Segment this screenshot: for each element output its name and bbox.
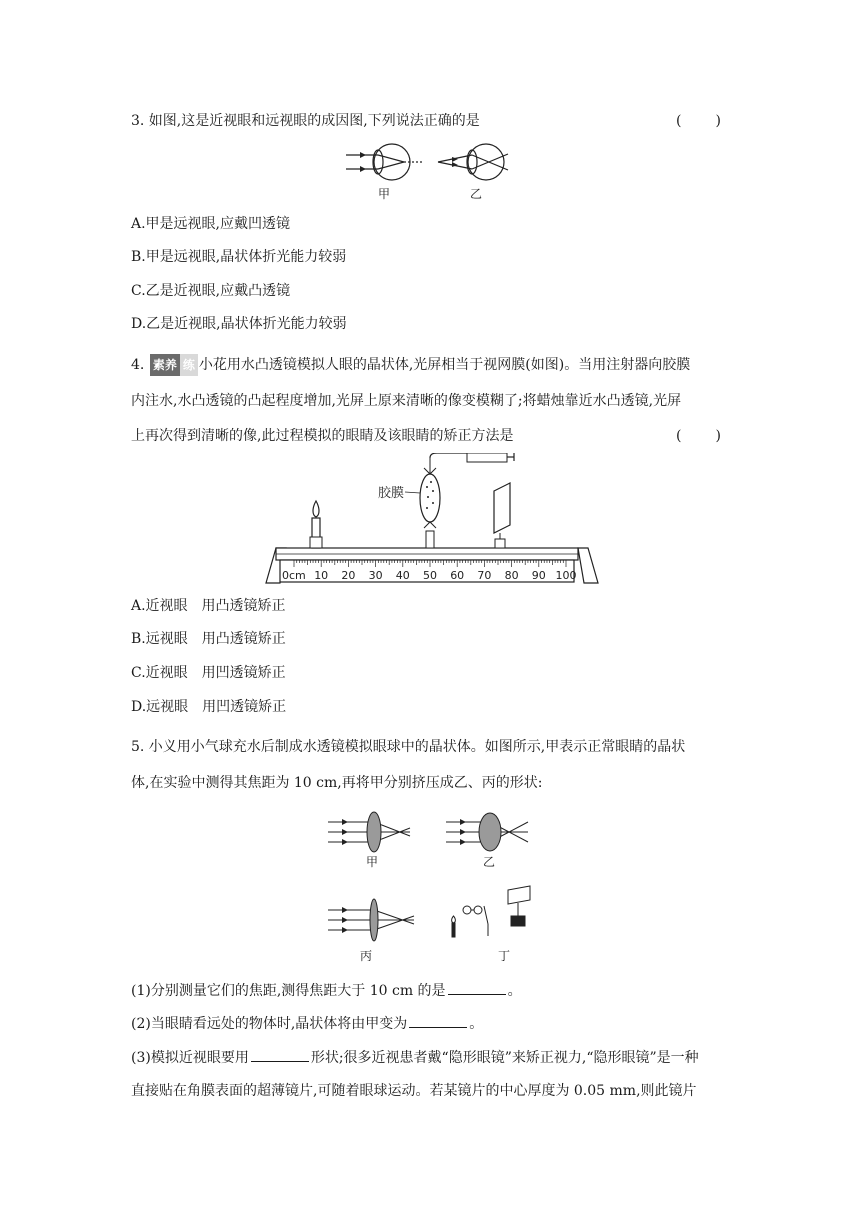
q5-part2: (2)当眼睛看远处的物体时,晶状体将由甲变为 。 — [131, 1013, 483, 1034]
ruler-tick-label: 100 — [555, 569, 577, 582]
ruler-tick-label: 90 — [531, 569, 546, 582]
q4-option-a[interactable]: A.近视眼 用凸透镜矫正 — [131, 598, 286, 614]
q4-stem-line3: 上再次得到清晰的像,此过程模拟的眼睛及该眼睛的矫正方法是 — [131, 428, 514, 444]
q5-fig-label-ding: 丁 — [498, 949, 511, 963]
q4-stem-line2: 内注水,水凸透镜的凸起程度增加,光屏上原来清晰的像变模糊了;将蜡烛靠近水凸透镜,光屏 — [131, 393, 682, 409]
q3-fig-label-jia: 甲 — [378, 187, 391, 201]
q5-blank-1[interactable] — [448, 980, 506, 995]
q3-option-d[interactable]: D.乙是近视眼,晶状体折光能力较弱 — [131, 316, 347, 332]
ruler-tick-label: 0cm — [282, 569, 306, 582]
q5-fig-label-yi: 乙 — [483, 855, 496, 869]
q4-stem-line1: 4. 素养 练 小花用水凸透镜模拟人眼的晶状体,光屏相当于视网膜(如图)。当用注射器向胶膜 — [131, 354, 690, 376]
q5-fig-label-jia: 甲 — [366, 855, 379, 869]
q5-lens-diagram — [322, 806, 542, 968]
q3-answer-paren: ( ) — [676, 113, 723, 129]
ruler-tick-label: 80 — [504, 569, 519, 582]
q4-option-c[interactable]: C.近视眼 用凹透镜矫正 — [131, 665, 286, 681]
ruler-tick-label: 70 — [477, 569, 492, 582]
q4-number: 4. — [131, 357, 145, 373]
q4-answer-paren: ( ) — [676, 428, 723, 444]
q5-stem-line2: 体,在实验中测得其焦距为 10 cm,再将甲分别挤压成乙、丙的形状: — [131, 775, 543, 791]
q5-part3-line2: 直接贴在角膜表面的超薄镜片,可随着眼球运动。若某镜片的中心厚度为 0.05 mm,则此镜片 — [131, 1083, 697, 1099]
ruler-tick-label: 20 — [341, 569, 356, 582]
q3-option-b[interactable]: B.甲是远视眼,晶状体折光能力较弱 — [131, 249, 347, 265]
candle-icon — [310, 501, 322, 548]
q5-part3: (3)模拟近视眼要用 形状;很多近视患者戴“隐形眼镜”来矫正视力,“隐形眼镜”是一种 — [131, 1047, 699, 1068]
q4-option-d[interactable]: D.远视眼 用凹透镜矫正 — [131, 699, 287, 715]
ruler-tick-label: 50 — [423, 569, 437, 582]
q3-option-c[interactable]: C.乙是近视眼,应戴凸透镜 — [131, 283, 291, 299]
q3-fig-label-yi: 乙 — [470, 187, 483, 201]
ruler-tick-label: 10 — [314, 569, 329, 582]
q5-apparatus-icon — [452, 886, 530, 937]
ruler-tick-label: 40 — [395, 569, 410, 582]
q4-literacy-badge: 素养 练 — [150, 354, 198, 376]
q4-option-b[interactable]: B.远视眼 用凸透镜矫正 — [131, 631, 286, 647]
ruler-tick-label: 30 — [368, 569, 383, 582]
q4-optical-bench-diagram — [262, 453, 602, 588]
q3-stem: 3. 如图,这是近视眼和远视眼的成因图,下列说法正确的是 — [131, 113, 480, 129]
syringe-icon — [467, 453, 514, 462]
ruler-tick-label: 60 — [450, 569, 465, 582]
q5-blank-2[interactable] — [409, 1013, 467, 1028]
q3-eye-diagram — [340, 138, 520, 204]
q4-fig-label-film: 胶膜 — [378, 486, 405, 501]
light-screen-icon — [494, 483, 510, 548]
q5-blank-3[interactable] — [251, 1047, 309, 1062]
water-lens-icon — [420, 458, 440, 548]
q3-option-a[interactable]: A.甲是远视眼,应戴凹透镜 — [131, 216, 291, 232]
q5-stem-line1: 5. 小义用小气球充水后制成水透镜模拟眼球中的晶状体。如图所示,甲表示正常眼睛的晶状 — [131, 739, 686, 755]
q5-fig-label-bing: 丙 — [360, 949, 373, 963]
q5-part1: (1)分别测量它们的焦距,测得焦距大于 10 cm 的是 。 — [131, 980, 522, 1001]
